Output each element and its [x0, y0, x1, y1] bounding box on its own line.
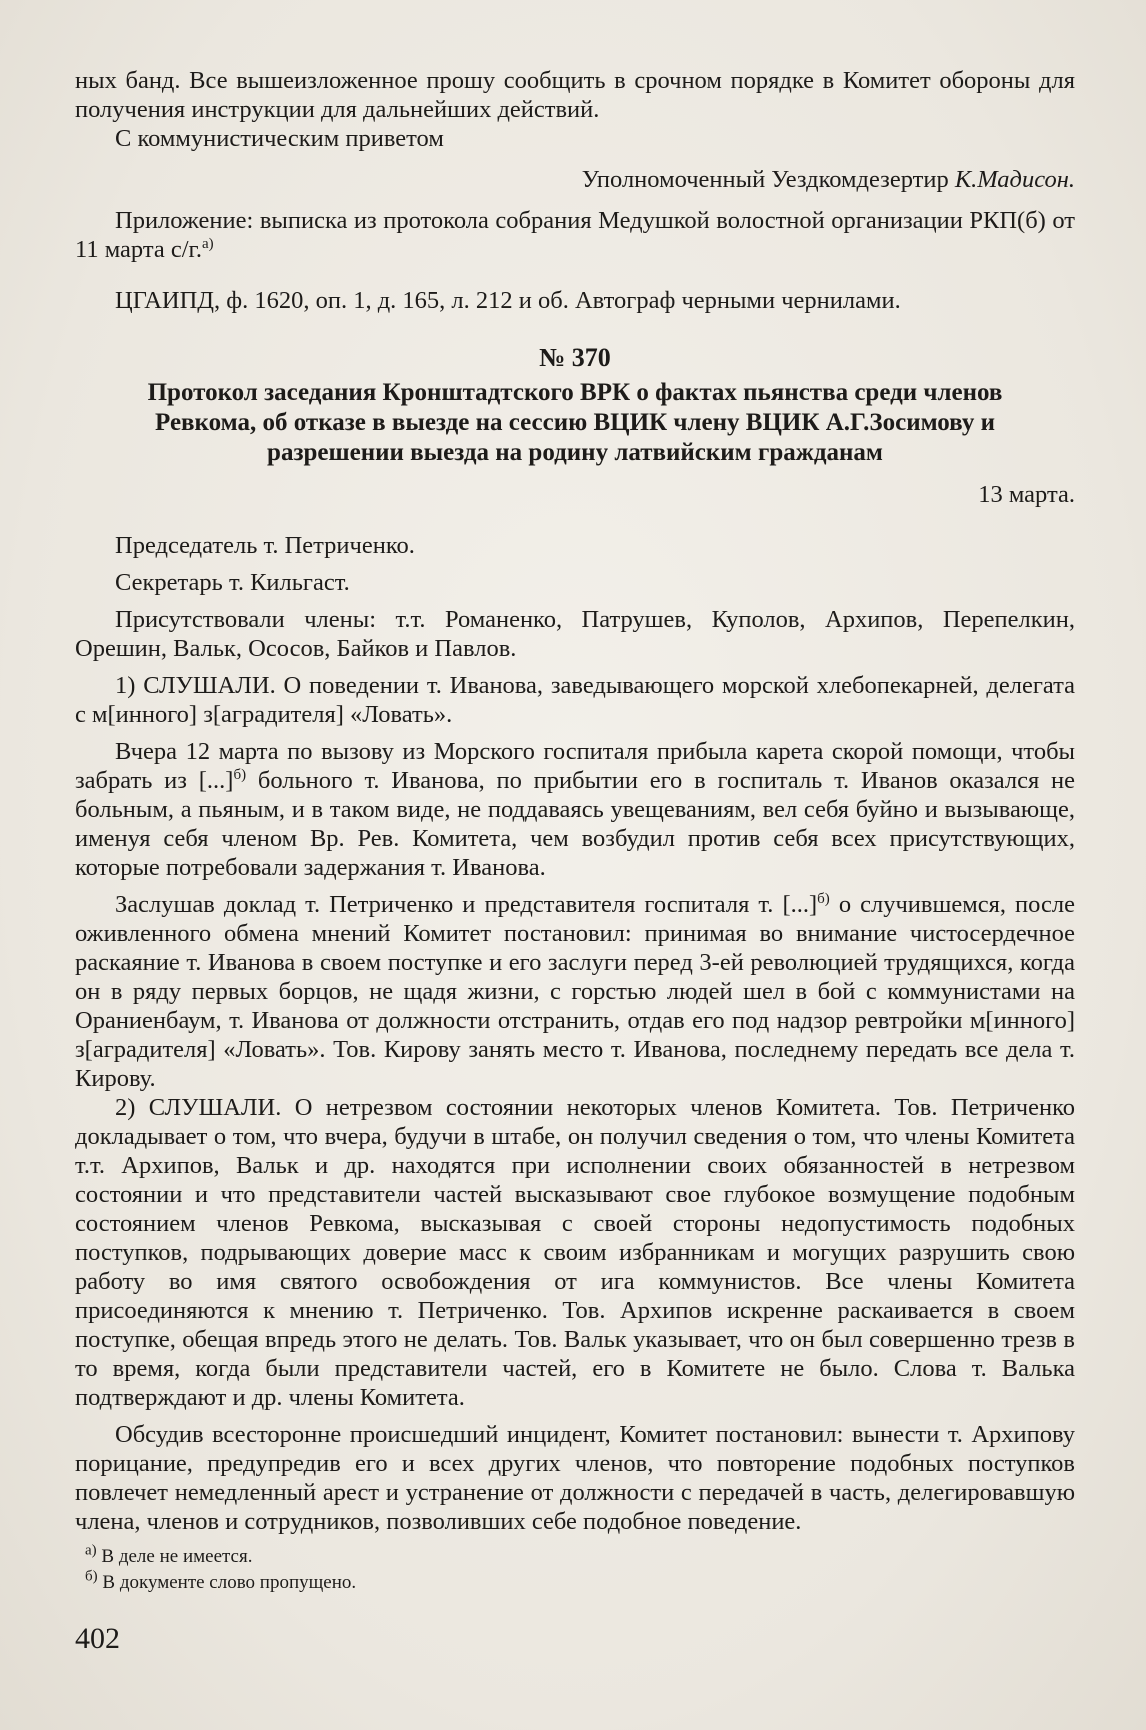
item2-text: 2) СЛУШАЛИ. О нетрезвом состоянии некоторых членов Комитета. Тов. Петриченко докладывает о том, что вчера, будучи в штабе, он получил сведения о том, что члены Комитета т.т. Архипов, Вальк и др. находятся при исполнении своих обязанностей в нетрезвом состоянии и что представители частей высказывают свое глубокое возмущение подобным состоянием членов Ревкома, высказывая с своей стороны недопустимость подобных поступков, подрывающих доверие масс к своим избранникам и могущих разрушить свою работу во имя святого освобождения от ига коммунистов. Все члены Комитета присоединяются к мнению т. Петриченко. Тов. Архипов искренне раскаивается в своем поступке, обещая впредь этого не делать. Тов. Вальк указывает, что он был совершенно трезв в то время, когда были представители частей, его в Комитете не было. Слова т. Валька подтверждают и др. члены Комитета. [75, 1094, 1075, 1411]
footnote-a [75, 1544, 1075, 1570]
present-members: Присутствовали члены: т.т. Романенко, Патрушев, Куполов, Архипов, Перепелкин, Орешин, Вальк, Ососов, Байков и Павлов. [75, 606, 1075, 662]
document-date: 13 марта. [978, 481, 1075, 508]
continuation-paragraph: ных банд. Все вышеизложенное прошу сообщить в срочном порядке в Комитет обороны для получения инструкции для дальнейших действий. [75, 67, 1075, 123]
footnote-ref-b: б) [233, 766, 247, 783]
document-title: Протокол заседания Кронштадтского ВРК о фактах пьянства среди членов Ревкома, об отказе в выезде на сессию ВЦИК члену ВЦИК А.Г.Зосимову и разрешении выезда на родину латвийским гражданам [147, 379, 1003, 466]
signature-title: Уполномоченный Уездкомдезертир [581, 166, 955, 193]
item2-resolution: Обсудив всесторонне происшедший инцидент, Комитет постановил: вынести т. Архипову порицание, предупредив его и всех других членов, что повторение подобных поступков повлечет немедленный арест и устранение от должности с передачей в часть, делегировавшую члена, членов и сотрудников, позволивших себе подобное поведение. [75, 1421, 1075, 1535]
greeting: С коммунистическим приветом [115, 125, 444, 152]
appendix-note [75, 206, 1075, 264]
item1-heading: 1) СЛУШАЛИ. О поведении т. Иванова, заведывающего морской хлебопекарней, делегата с м[инного] з[аградителя] «Ловать». [75, 672, 1075, 728]
footnote-a-text: В деле не имеется. [96, 1546, 253, 1567]
item1-resolution-b: о случившемся, после оживленного обмена мнений Комитет постановил: принимая во внимание чистосердечное раскаяние т. Иванова в своем поступке и его заслуги перед 3-ей революцией трудящихся, когда он в ряду первых борцов, не щадя жизни, с горстью людей шел в бой с коммунистами на Ораниенбаум, т. Иванова от должности отстранить, отдав его под надзор ревтройки м[инного] з[аградителя] «Ловать». Тов. Кирову занять место т. Иванова, последнему передать все дела т. Кирову. [75, 891, 1075, 1092]
footnote-b-mark: б) [85, 1568, 98, 1585]
page-number: 402 [75, 1622, 120, 1655]
footnote-a-mark: а) [85, 1542, 97, 1559]
secretary-line: Секретарь т. Кильгаст. [115, 569, 350, 596]
document-number: № 370 [539, 343, 611, 372]
signature-name: К.Мадисон. [954, 166, 1075, 193]
footnote-b-text: В документе слово пропущено. [97, 1572, 357, 1593]
item1-text-b: больного т. Иванова, по прибытии его в госпиталь т. Иванов оказался не больным, а пьяным, и в таком виде, не поддаваясь увещеваниям, вел себя буйно и вызывающе, именуя себя членом Вр. Рев. Комитета, чем возбудил против себя всех присутствующих, которые потребовали задержания т. Иванова. [75, 767, 1075, 881]
item1-text-a: Вчера 12 марта по вызову из Морского госпиталя прибыла карета скорой помощи, чтобы забрать из [...] [75, 738, 1075, 794]
item1-text [75, 737, 1075, 882]
footnote-ref-a: а) [201, 235, 214, 252]
chairman-line: Председатель т. Петриченко. [115, 532, 415, 559]
footnote-b [75, 1570, 1075, 1596]
item1-resolution [75, 890, 1075, 1093]
item1-resolution-a: Заслушав доклад т. Петриченко и представителя госпиталя т. [...] [115, 891, 818, 918]
text-column [75, 66, 1075, 1596]
archive-reference: ЦГАИПД, ф. 1620, оп. 1, д. 165, л. 212 и об. Автограф черными чернилами. [115, 287, 901, 314]
appendix-text: Приложение: выписка из протокола собрания Медушкой волостной организации РКП(б) от 11 марта с/г. [75, 207, 1075, 263]
signature [75, 165, 1075, 194]
footnote-ref-b-2: б) [817, 890, 830, 907]
